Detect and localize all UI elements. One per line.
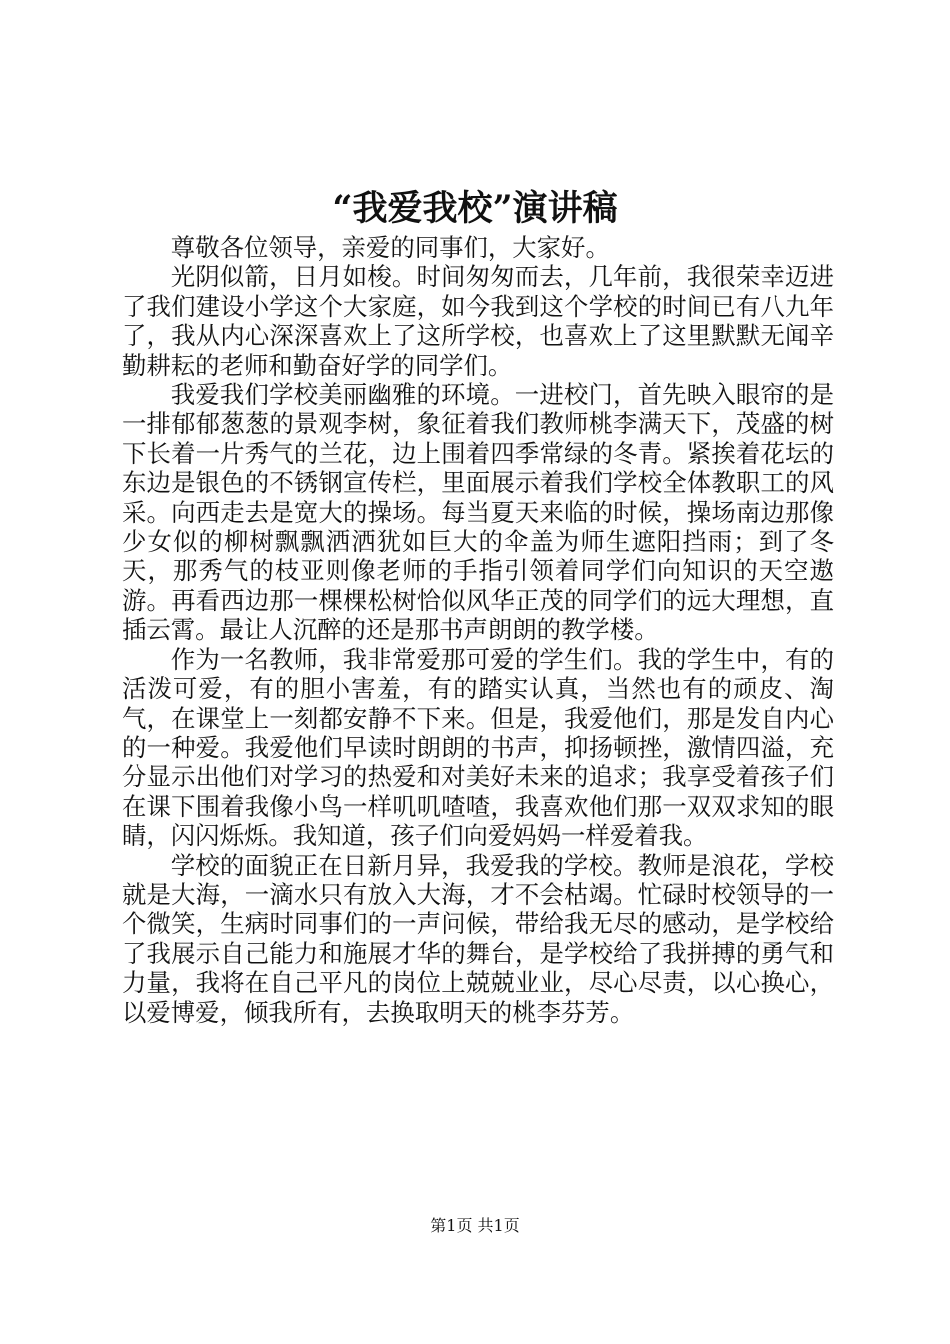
paragraph-students: 作为一名教师，我非常爱那可爱的学生们。我的学生中，有的活泼可爱，有的胆小害羞，有的踏实认真，当然也有的顽皮、淘气，在课堂上一刻都安静不下来。但是，我爱他们，那是发自内心的一种爱。我爱他们早读时朗朗的书声，抑扬顿挫，激情四溢，充分显示出他们对学习的热爱和对美好未来的追求；我享受着孩子们在课下围着我像小鸟一样叽叽喳喳，我喜欢他们那一双双求知的眼睛，闪闪烁烁。我知道，孩子们向爱妈妈一样爱着我。	[122, 644, 834, 851]
paragraph-conclusion: 学校的面貌正在日新月异，我爱我的学校。教师是浪花，学校就是大海，一滴水只有放入大海，才不会枯竭。忙碌时校领导的一个微笑，生病时同事们的一声问候，带给我无尽的感动，是学校给了我展示自己能力和施展才华的舞台，是学校给了我拼搏的勇气和力量，我将在自己平凡的岗位上兢兢业业，尽心尽责，以心换心，以爱博爱，倾我所有，去换取明天的桃李芬芳。	[122, 850, 834, 1027]
paragraph-intro: 光阴似箭，日月如梭。时间匆匆而去，几年前，我很荣幸迈进了我们建设小学这个大家庭，如今我到这个学校的时间已有八九年了，我从内心深深喜欢上了这所学校，也喜欢上了这里默默无闻辛勤耕耘的老师和勤奋好学的同学们。	[122, 262, 834, 380]
document-title: “我爱我校”演讲稿	[332, 188, 618, 229]
document-body	[122, 233, 834, 1027]
paragraph-greeting: 尊敬各位领导，亲爱的同事们，大家好。	[170, 233, 610, 262]
paragraph-environment: 我爱我们学校美丽幽雅的环境。一进校门，首先映入眼帘的是一排郁郁葱葱的景观李树，象征着我们教师桃李满天下，茂盛的树下长着一片秀气的兰花，边上围着四季常绿的冬青。紧挨着花坛的东边是银色的不锈钢宣传栏，里面展示着我们学校全体教职工的风采。向西走去是宽大的操场。每当夏天来临的时候，操场南边那像少女似的柳树飘飘洒洒犹如巨大的伞盖为师生遮阳挡雨；到了冬天，那秀气的枝亚则像老师的手指引领着同学们向知识的天空遨游。再看西边那一棵棵松树恰似风华正茂的同学们的远大理想，直插云霄。最让人沉醉的还是那书声朗朗的教学楼。	[122, 380, 834, 645]
page-footer: 第1页 共1页	[430, 1216, 520, 1235]
